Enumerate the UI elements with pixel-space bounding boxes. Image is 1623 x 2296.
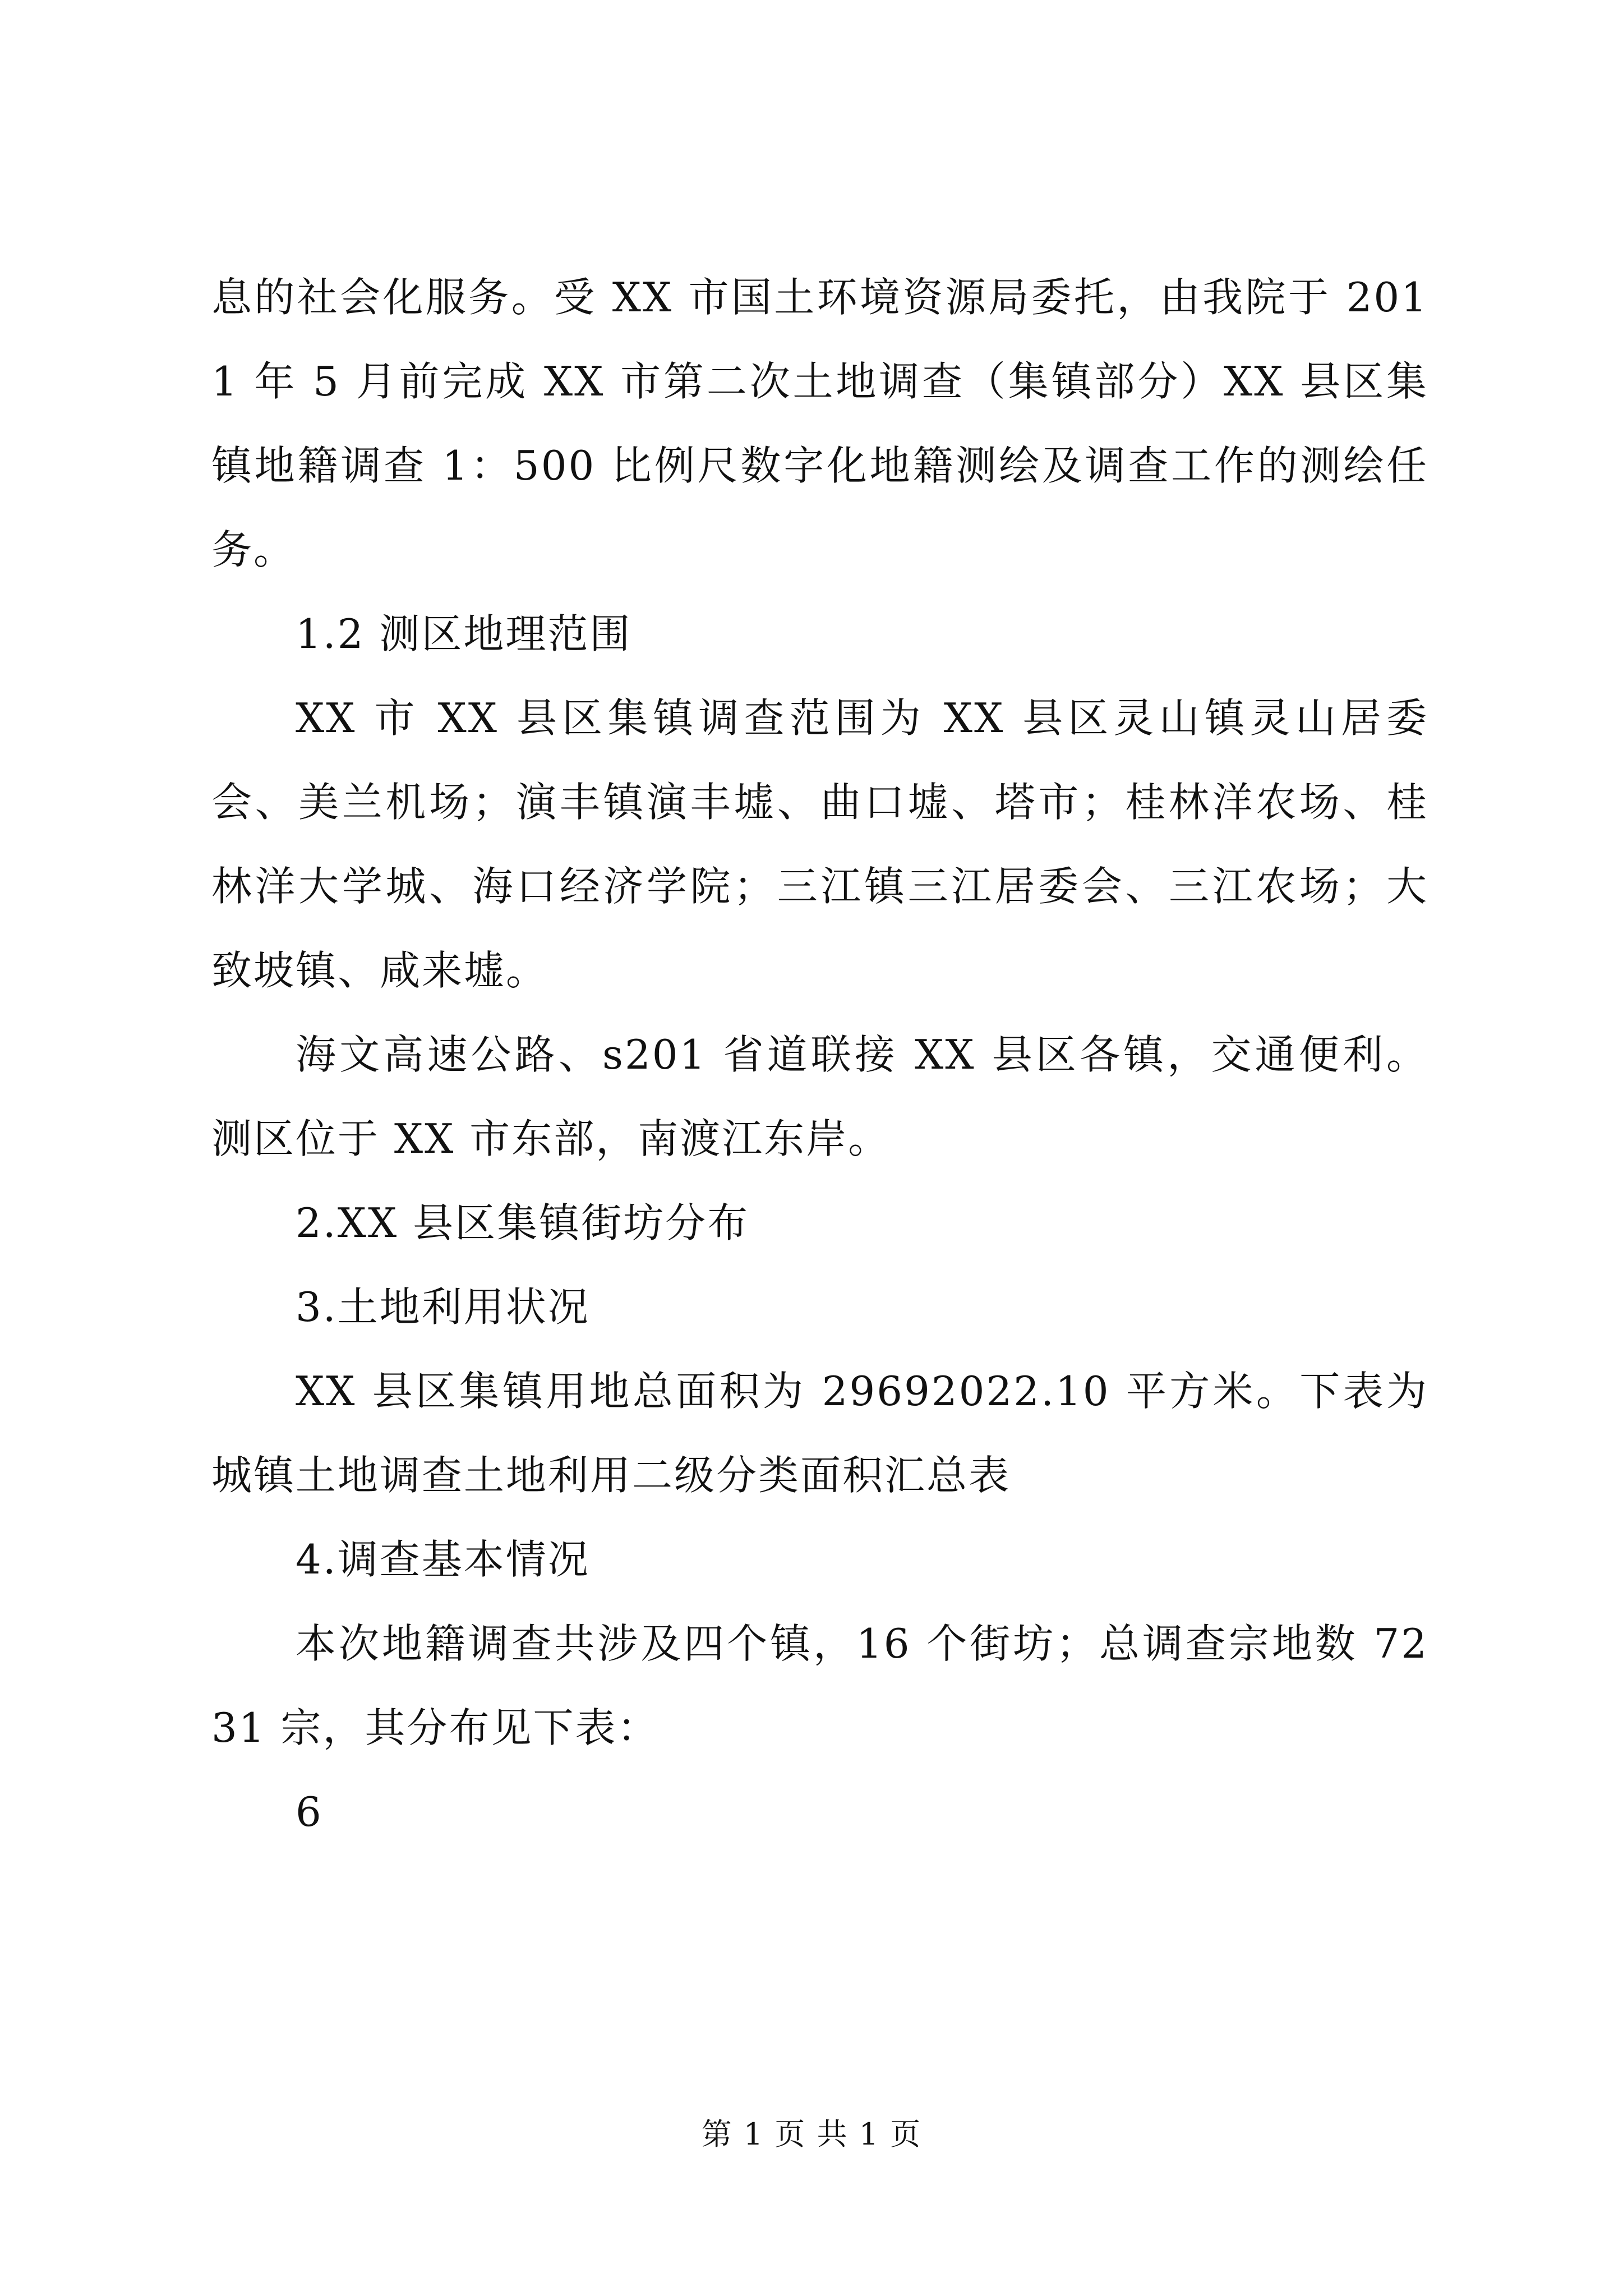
paragraph-land-area: XX 县区集镇用地总面积为 29692022.10 平方米。下表为城镇土地调查土地利用二级分类面积汇总表 — [211, 1368, 1428, 1499]
section-heading-survey-area: 1.2 测区地理范围 — [296, 610, 632, 657]
section-heading-survey-basics: 4.调查基本情况 — [296, 1536, 590, 1583]
paragraph-survey-scope: XX 市 XX 县区集镇调查范围为 XX 县区灵山镇灵山居委会、美兰机场；演丰镇演丰墟、曲口墟、塔市；桂林洋农场、桂林洋大学城、海口经济学院；三江镇三江居委会、三江农场；大致坡镇、咸来墟。 — [211, 694, 1428, 994]
paragraph-number: 6 — [296, 1788, 323, 1835]
section-heading-land-use: 3.土地利用状况 — [296, 1283, 590, 1331]
paragraph-survey-stats: 本次地籍调查共涉及四个镇，16 个街坊；总调查宗地数 7231 宗，其分布见下表： — [211, 1620, 1428, 1751]
document-body — [211, 255, 1428, 1854]
paragraph-continuation: 息的社会化服务。受 XX 市国土环境资源局委托，由我院于 2011 年 5 月前完成 XX 市第二次土地调查（集镇部分）XX 县区集镇地籍调查 1：500 比例尺数字化地籍测绘及调查工作的测绘任务。 — [211, 274, 1428, 573]
section-heading-block-distribution: 2.XX 县区集镇街坊分布 — [296, 1199, 750, 1246]
paragraph-transport: 海文高速公路、s201 省道联接 XX 县区各镇，交通便利。测区位于 XX 市东部，南渡江东岸。 — [211, 1031, 1428, 1162]
page-footer: 第 1 页 共 1 页 — [701, 2116, 922, 2152]
